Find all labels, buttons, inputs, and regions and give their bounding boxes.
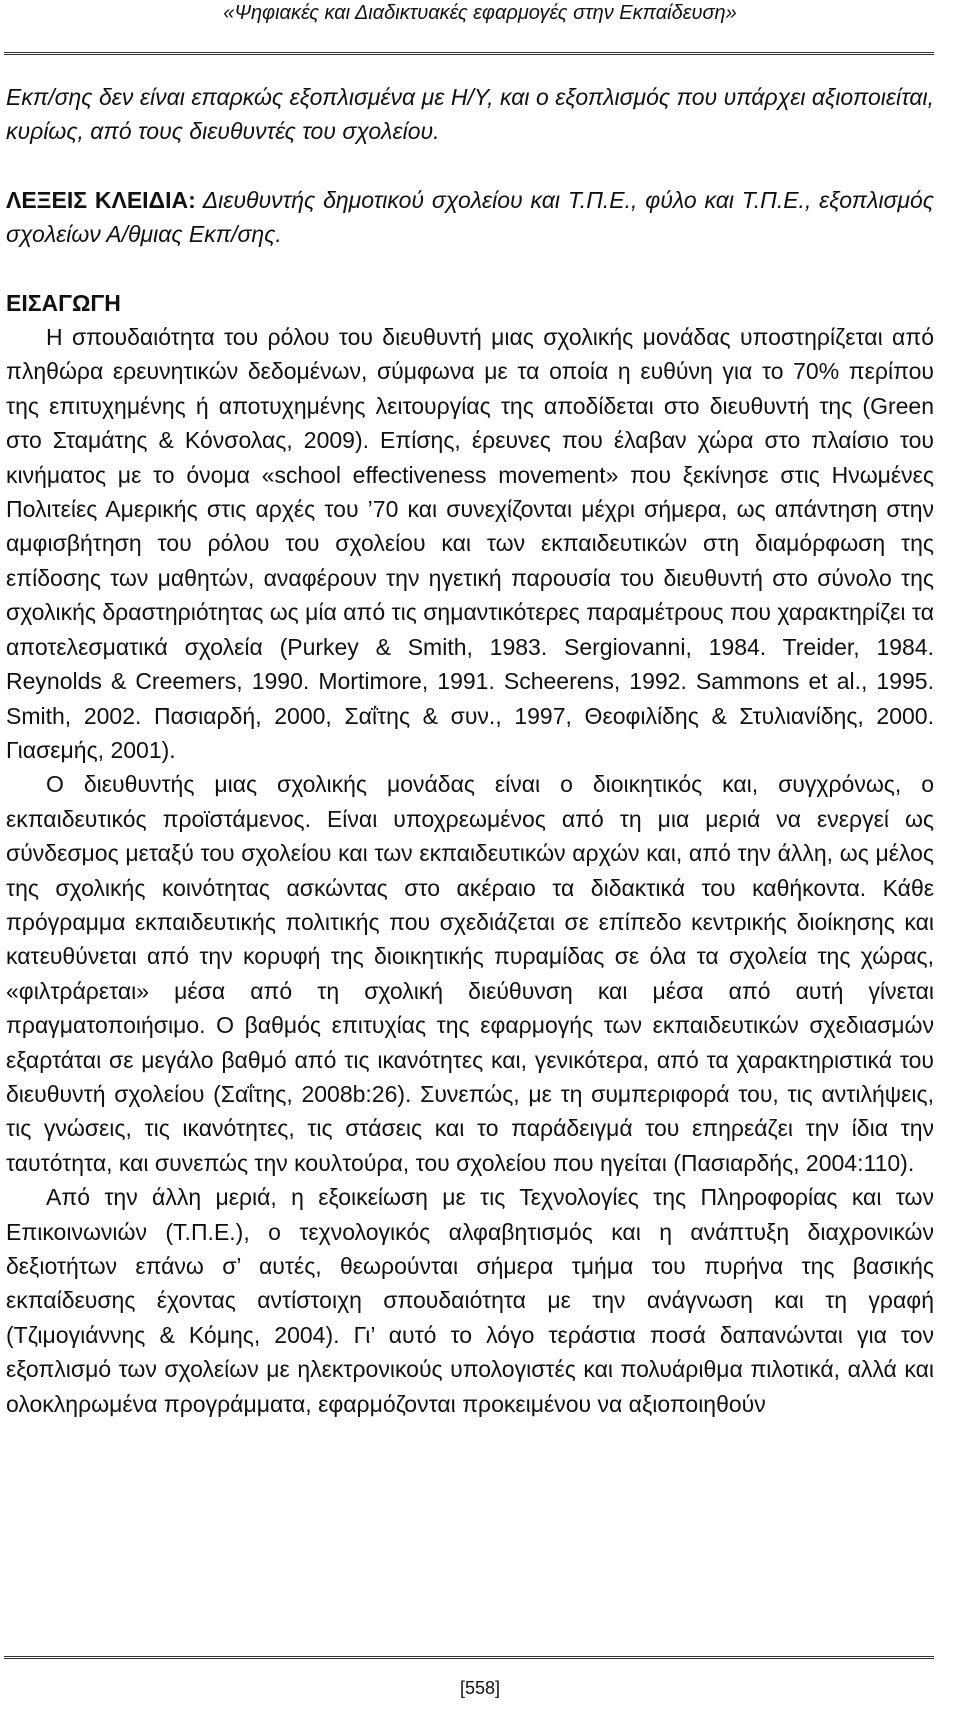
paragraph-2: Ο διευθυντής μιας σχολικής μονάδας είναι ο διοικητικός και, συγχρόνως, ο εκπαιδευτικός προϊστάμενος. Είναι υποχρεωμένος από τη μια μεριά να ενεργεί ως σύνδεσμος μεταξύ του σχολείου και των εκπαιδευτικών αρχών και, από την άλλη, ως μέλος της σχολικής κοινότητας ασκώντας στο ακέραιο τα διδακτικά του καθήκοντα. Κάθε πρόγραμμα εκπαιδευτικής πολιτικής που σχεδιάζεται σε επίπεδο κεντρικής διοίκησης και κατευθύνεται από την κορυφή της διοικητικής πυραμίδας σε όλα τα σχολεία της χώρας, «φιλτράρεται» μέσα από τη σχολική διεύθυνση και μέσα από αυτή γίνεται πραγματοποιήσιμο. Ο βαθμός επιτυχίας της εφαρμογής των εκπαιδευτικών σχεδιασμών εξαρτάται σε μεγάλο βαθμό από τις ικανότητες και, γενικότερα, από τα χαρακτηριστικά του διευθυντή σχολείου (Σαΐτης, 2008b:26). Συνεπώς, με τη συμπεριφορά του, τις αντιλήψεις, τις γνώσεις, τις ικανότητες, τις στάσεις και το παράδειγμά του επηρεάζει την ίδια την ταυτότητα, και συνεπώς την κουλτούρα, του σχολείου που ηγείται (Πασιαρδής, 2004:110). [6,771,934,1176]
abstract-tail: Εκπ/σης δεν είναι επαρκώς εξοπλισμένα με Η/Υ, και ο εξοπλισμός που υπάρχει αξιοποιείται, κυρίως, από τους διευθυντές του σχολείου. [6,84,934,145]
footer-divider [4,1656,934,1659]
keywords [6,183,934,252]
keywords-text: Διευθυντής δημοτικού σχολείου και Τ.Π.Ε., φύλο και Τ.Π.Ε., εξοπλισμός σχολείων Α/θμιας Εκπ/σης. [6,186,934,248]
paragraph-3: Από την άλλη μεριά, η εξοικείωση με τις Τεχνολογίες της Πληροφορίας και των Επικοινωνιών (Τ.Π.Ε.), ο τεχνολογικός αλφαβητισμός και η ανάπτυξη διαχρονικών δεξιοτήτων επάνω σ’ αυτές, θεωρούνται σήμερα τμήμα του πυρήνα της βασικής εκπαίδευσης έχοντας αντίστοιχη σπουδαιότητα με την ανάγνωση και τη γραφή (Τζιμογιάννης & Κόμης, 2004). Γι’ αυτό το λόγο τεράστια ποσά δαπανώνται για τον εξοπλισμό των σχολείων με ηλεκτρονικούς υπολογιστές και πολυάριθμα πιλοτικά, αλλά και ολοκληρωμένα προγράμματα, εφαρμόζονται προκειμένου να αξιοποιηθούν [6,1184,934,1417]
header-divider [4,52,934,55]
keywords-label: ΛΕΞΕΙΣ ΚΛΕΙΔΙΑ: [6,186,196,213]
page-body [6,80,934,1421]
spacer [6,149,934,183]
section-heading: ΕΙΣΑΓΩΓΗ [6,289,121,316]
spacer [6,252,934,286]
running-header: «Ψηφιακές και Διαδικτυακές εφαρμογές στην Εκπαίδευση» [223,2,737,24]
paragraph-1: Η σπουδαιότητα του ρόλου του διευθυντή μιας σχολικής μονάδας υποστηρίζεται από πληθώρα ερευνητικών δεδομένων, σύμφωνα με τα οποία η ευθύνη για το 70% περίπου της επιτυχημένης ή αποτυχημένης λειτουργίας της αποδίδεται στο διευθυντή της (Green στο Σταμάτης & Κόνσολας, 2009). Επίσης, έρευνες που έλαβαν χώρα στο πλαίσιο του κινήματος με το όνομα «school effectiveness movement» που ξεκίνησε στις Ηνωμένες Πολιτείες Αμερικής στις αρχές του ’70 και συνεχίζονται μέχρι σήμερα, ως απάντηση στην αμφισβήτηση του ρόλου του σχολείου και των εκπαιδευτικών στη διαμόρφωση της επίδοσης των μαθητών, αναφέρουν την ηγετική παρουσία του διευθυντή στο σύνολο της σχολικής δραστηριότητας ως μία από τις σημαντικότερες παραμέτρους που χαρακτηρίζει τα αποτελεσματικά σχολεία (Purkey & Smith, 1983. Sergiovanni, 1984. Treider, 1984. Reynolds & Creemers, 1990. Mortimore, 1991. Scheerens, 1992. Sammons et al., 1995. Smith, 2002. Πασιαρδή, 2000, Σαΐτης & συν., 1997, Θεοφιλίδης & Στυλιανίδης, 2000. Γιασεμής, 2001). [6,324,934,763]
page-number: [558] [459,1678,501,1698]
